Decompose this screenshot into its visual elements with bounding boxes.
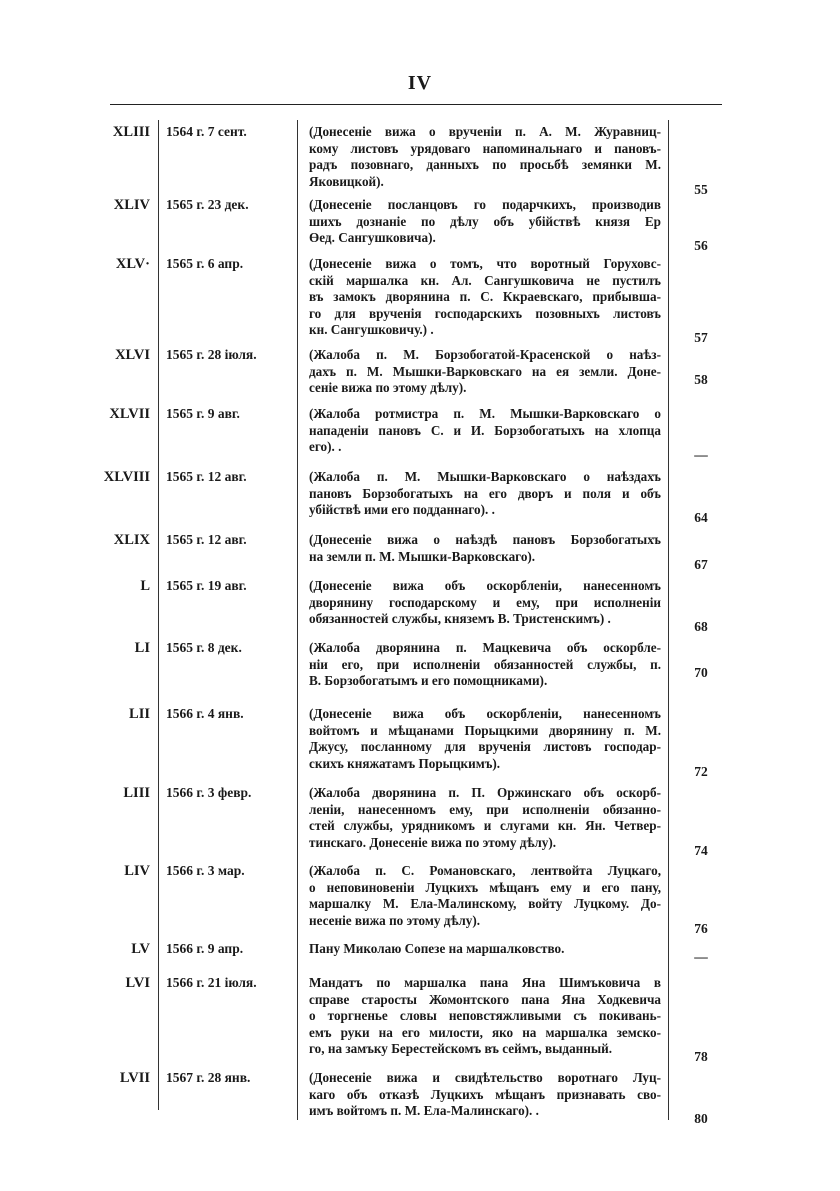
entry-page: 67 — [694, 556, 708, 572]
description-line: (Донесеніе вижа объ оскорбленіи, нанесенномъ — [309, 706, 661, 721]
description-line: убійствѣ ими его подданнаго). . — [309, 502, 495, 517]
description-line: (Донесеніе вижа о томъ, что воротный Горуховс- — [309, 256, 661, 271]
entry-description — [309, 256, 661, 339]
entry-page: 55 — [694, 181, 708, 197]
entry-page: — — [694, 447, 708, 462]
description-line: шихъ дознаніе по дѣлу объ убійствѣ князя Ер — [309, 213, 661, 229]
description-line: Мандатъ по маршалка пана Яна Шимъковича в — [309, 975, 661, 990]
entry-date: 1564 г. 7 сент. — [166, 124, 247, 139]
entry-page: 57 — [694, 330, 708, 345]
entry-number: LVI — [125, 975, 150, 991]
description-line: обязанностей службы, княземъ В. Тристенскимъ) . — [309, 611, 611, 626]
description-line: кн. Сангушковичу.) . — [309, 322, 434, 337]
description-line: маршалку М. Ела-Малинскому, войту Луцкому. До- — [309, 896, 661, 911]
description-line: пановъ Борзобогатыхъ на его дворъ и поля и объ — [309, 485, 661, 501]
description-line: о неповиновеніи Луцкихъ мѣщанъ ему и его пану, — [309, 879, 661, 895]
column-divider-description — [668, 120, 669, 1120]
description-line: дворянину господарскому и ему, при исполненіи — [309, 594, 661, 610]
entry-description — [309, 785, 661, 851]
entry-page: 76 — [694, 920, 708, 936]
entry-date: 1565 г. 6 апр. — [166, 256, 244, 271]
entry-description — [309, 706, 661, 772]
entry-number: LI — [134, 640, 150, 656]
entry-description — [309, 640, 661, 690]
description-line: (Жалоба п. С. Романовскаго, лентвойта Луцкаго, — [309, 863, 661, 878]
description-line: Пану Миколаю Сопезе на маршалковство. — [309, 941, 565, 956]
page-number: IV — [407, 72, 433, 94]
description-line: Өед. Сангушковича). — [309, 230, 436, 245]
entry-number: XLV· — [115, 256, 150, 272]
description-line: скихъ княжатамъ Порыцкимъ). — [309, 755, 501, 771]
entry-number: LVII — [119, 1070, 150, 1086]
column-divider-date — [297, 120, 298, 1120]
description-line: леніи, нанесенномъ ему, при исполненіи обязанно- — [309, 801, 661, 817]
description-line: несеніе вижа по этому дѣлу). — [309, 912, 481, 928]
entry-number: XLIII — [112, 124, 150, 140]
description-line: ніи его, при исполненіи обязанностей службы, п. — [309, 656, 661, 672]
entry-date: 1565 г. 9 авг. — [166, 406, 240, 421]
description-line: о торгненье словы неповстяжливыми съ покивань- — [309, 1008, 661, 1023]
entry-number: XLVII — [109, 406, 150, 422]
description-line: (Жалоба дворянина п. Мацкевича объ оскорбле- — [309, 640, 661, 655]
description-line: нападеніи пановъ С. и И. Борзобогатыхъ на хлопца — [309, 422, 661, 438]
entry-description — [309, 975, 661, 1058]
description-line: (Донесеніе вижа о наѣздѣ пановъ Борзобогатыхъ — [309, 532, 661, 547]
entry-date: 1565 г. 19 авг. — [166, 578, 247, 593]
entry-description — [309, 532, 661, 565]
description-line: (Жалоба ротмистра п. М. Мышки-Варковскаго о — [309, 406, 661, 421]
header-rule — [110, 104, 722, 105]
entry-description — [309, 941, 661, 958]
entry-number: XLVI — [115, 347, 150, 363]
description-line: (Донесеніе вижа о врученіи п. А. М. Журавниц- — [309, 124, 661, 139]
entry-page: 78 — [694, 1049, 708, 1064]
description-line: скій маршалка кн. Ал. Сангушковича не пустилъ — [309, 272, 661, 288]
description-line: сеніе вижа по этому дѣлу). — [309, 380, 467, 395]
description-line: тинскаго. Донесеніе вижа по этому дѣлу). — [309, 834, 557, 850]
description-line: (Донесеніе посланцовъ го подарчкихъ, производив — [309, 197, 661, 212]
entry-number: LIII — [123, 785, 150, 801]
entry-description — [309, 197, 661, 247]
entry-page: 70 — [694, 664, 708, 680]
entry-description — [309, 347, 661, 397]
description-line: емъ руки на его милости, яко на маршалка земско- — [309, 1024, 661, 1040]
entry-date: 1566 г. 9 апр. — [166, 941, 244, 956]
entry-description — [309, 124, 661, 190]
entry-page: 68 — [694, 619, 708, 634]
description-line: (Донесеніе вижа и свидѣтельство воротнаго Луц- — [309, 1070, 661, 1085]
description-line: имъ войтомъ п. М. Ела-Малинскаго). . — [309, 1103, 539, 1118]
entry-date: 1566 г. 4 янв. — [166, 706, 244, 721]
description-line: его). . — [309, 439, 342, 454]
entry-date: 1565 г. 12 авг. — [166, 532, 247, 547]
entry-date: 1566 г. 21 іюля. — [166, 975, 257, 990]
description-line: (Жалоба п. М. Мышки-Варковскаго о наѣздахъ — [309, 469, 661, 484]
entry-date: 1565 г. 12 авг. — [166, 469, 247, 484]
entry-date: 1566 г. 3 мар. — [166, 863, 245, 878]
description-line: (Жалоба п. М. Борзобогатой-Красенской о наѣз- — [309, 347, 661, 362]
entry-page: 74 — [694, 842, 708, 858]
description-line: стей службы, урядникомъ и слугами кн. Ян. Четвер- — [309, 818, 661, 833]
entry-description — [309, 863, 661, 929]
entry-page: 80 — [694, 1111, 708, 1126]
entry-date: 1566 г. 3 февр. — [166, 785, 252, 800]
entry-date: 1565 г. 28 іюля. — [166, 347, 257, 362]
description-line: го для врученія господарскихъ позовныхъ листовъ — [309, 305, 661, 321]
description-line: на земли п. М. Мышки-Варковскаго). — [309, 548, 536, 564]
description-line: дахъ п. М. Мышки-Варковскаго на ея земли. Доне- — [309, 363, 661, 379]
description-line: (Донесеніе вижа объ оскорбленіи, нанесенномъ — [309, 578, 661, 593]
entry-date: 1567 г. 28 янв. — [166, 1070, 251, 1085]
entry-number: L — [140, 578, 150, 594]
entry-date: 1565 г. 23 дек. — [166, 197, 249, 212]
entry-page: 64 — [694, 510, 708, 525]
entry-number: LIV — [124, 863, 150, 879]
entry-description — [309, 578, 661, 628]
description-line: (Жалоба дворянина п. П. Оржинскаго объ оскорб- — [309, 785, 661, 800]
description-line: В. Борзобогатымъ и его помощниками). — [309, 673, 548, 688]
entry-description — [309, 1070, 661, 1120]
entry-number: LV — [131, 941, 150, 957]
description-line: справе старосты Жомонтского пана Яна Ходкевича — [309, 991, 661, 1007]
entry-number: XLIV — [113, 197, 150, 213]
description-line: Джусу, посланному для врученія листовъ господар- — [309, 739, 661, 754]
entry-page: 56 — [694, 238, 708, 253]
description-line: го, на замъку Берестейскомъ въ сеймъ, выданный. — [309, 1041, 613, 1056]
entry-description — [309, 469, 661, 519]
description-line: въ замокъ дворянина п. С. Ккраевскаго, прибывша- — [309, 289, 661, 304]
entry-page: 72 — [694, 763, 708, 779]
column-divider-number — [158, 120, 159, 1110]
entry-date: 1565 г. 8 дек. — [166, 640, 242, 655]
entry-number: XLIX — [113, 532, 150, 548]
entry-number: XLVIII — [103, 469, 150, 485]
description-line: кому листовъ урядоваго напоминальнаго и пановъ- — [309, 140, 661, 156]
description-line: войтомъ и мѣщанами Порыцкими дворянину п. М. — [309, 722, 661, 738]
entry-description — [309, 406, 661, 456]
entry-number: LII — [129, 706, 150, 722]
description-line: каго объ отказѣ Луцкихъ мѣщанъ признавать сво- — [309, 1086, 661, 1102]
description-line: Яковицкой). — [309, 173, 384, 189]
entry-page: — — [694, 949, 708, 964]
entry-page: 58 — [694, 371, 708, 387]
description-line: радъ позовнаго, данныхъ по просьбѣ земянки М. — [309, 157, 661, 172]
